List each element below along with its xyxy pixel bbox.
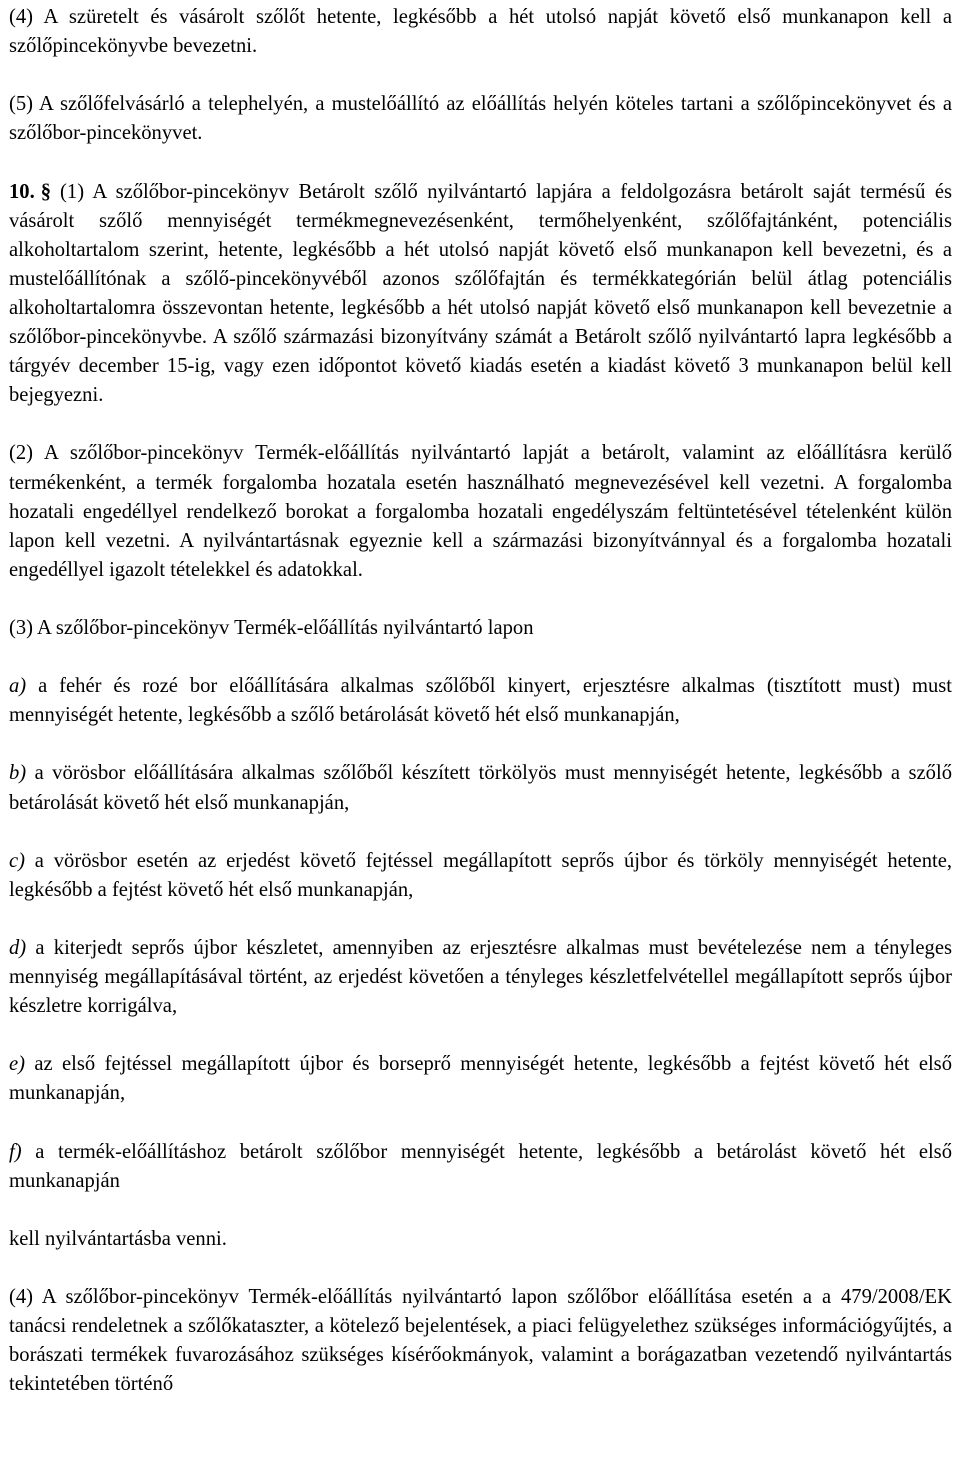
item-letter: b) [9, 762, 27, 785]
list-item-d [9, 934, 952, 1021]
item-text: a termék-előállításhoz betárolt szőlőbor mennyiségét hetente, legkésőbb a betárolást követő hét első munkanapján [9, 1140, 952, 1192]
item-text: a kiterjedt seprős újbor készletet, amennyiben az erjesztésre alkalmas must bevételezése nem a tényleges mennyiség megállapításával történt, az erjedést követően a tényleges készletfelvétellel megállapított seprős újbor készletre korrigálva, [9, 937, 952, 1018]
section-10-text: (1) A szőlőbor-pincekönyv Betárolt szőlő nyilvántartó lapjára a feldolgozásra betárolt saját termésű és vásárolt szőlő mennyiségét termékmegnevezésenként, termőhelyenként, szőlőfajtánként, potenciális alkoholtartalom szerint, hetente, legkésőbb a hét utolsó napját követő első munkanapon kell bevezetni, és a mustelőállítónak a szőlő-pincekönyvéből azonos szőlőfajtán és termékkategórián belül átlag potenciális alkoholtartalomra összevontan hetente, legkésőbb a hét utolsó napját követő első munkanapon kell bevezetnie a szőlőbor-pincekönyvbe. A szőlő származási bizonyítvány számát a Betárolt szőlő nyilvántartó lapra legkésőbb a tárgyév december 15-ig, vagy ezen időpontot követő kiadás esetén a kiadást követő 3 munkanapon belül kell bejegyezni. [9, 180, 952, 407]
item-text: a vörösbor előállítására alkalmas szőlőből készített törkölyös must mennyiségét hetente, legkésőbb a szőlő betárolását követő hét első munkanapján, [9, 762, 952, 814]
list-item-f [9, 1138, 952, 1196]
paragraph-5-keeping: (5) A szőlőfelvásárló a telephelyén, a mustelőállító az előállítás helyén köteles tartani a szőlőpincekönyvet és a szőlőbor-pincekönyvet. [9, 93, 952, 145]
item-letter: d) [9, 937, 27, 959]
paragraph-4-regulation: (4) A szőlőbor-pincekönyv Termék-előállítás nyilvántartó lapon szőlőbor előállítása esetén a a 479/2008/EK tanácsi rendeletnek a szőlőkataszter, a kötelező bejelentések, a piaci felügyelethez szükséges információgyűjtés, a borászati termékek fuvarozásához szükséges kísérőokmányok, valamint a borágazatban vezetendő nyilvántartás tekintetében történő [9, 1286, 952, 1396]
list-item-a [9, 672, 952, 730]
list-item-b [9, 759, 952, 817]
item-letter: e) [9, 1053, 25, 1076]
section-sign-icon: § [40, 180, 52, 203]
item-letter: c) [9, 849, 25, 872]
list-item-c [9, 847, 952, 905]
section-10-paragraph-1 [9, 178, 952, 411]
paragraph-3-intro: (3) A szőlőbor-pincekönyv Termék-előállítás nyilvántartó lapon [9, 616, 534, 639]
list-item-e [9, 1050, 952, 1108]
item-text: az első fejtéssel megállapított újbor és borseprő mennyiségét hetente, legkésőbb a fejtést követő hét első munkanapján, [9, 1053, 952, 1105]
item-text: a fehér és rozé bor előállítására alkalmas szőlőből kinyert, erjesztésre alkalmas (tisztított must) must mennyiségét hetente, legkésőbb a szőlő betárolását követő hét első munkanapján, [9, 675, 952, 727]
paragraph-2-production-sheet: (2) A szőlőbor-pincekönyv Termék-előállítás nyilvántartó lapját a betárolt, valamint az előállításra kerülő termékenként, a termék forgalomba hozatala esetén használható megnevezésével kell vezetni. A forgalomba hozatali engedéllyel rendelkező borokat a forgalomba hozatali engedélyszám feltüntetésével tételenként külön lapon kell vezetni. A nyilvántartásnak egyeznie kell a származási bizonyítvánnyal és a forgalomba hozatali engedéllyel igazolt tételekkel és adatokkal. [9, 442, 952, 581]
item-letter: f) [9, 1140, 22, 1163]
item-letter: a) [9, 675, 27, 698]
closing-line: kell nyilvántartásba venni. [9, 1227, 227, 1250]
item-text: a vörösbor esetén az erjedést követő fejtéssel megállapított seprős újbor és törköly mennyiségét hetente, legkésőbb a fejtést követő hét első munkanapján, [9, 849, 952, 901]
paragraph-4-harvest: (4) A szüretelt és vásárolt szőlőt hetente, legkésőbb a hét utolsó napját követő első munkanapon kell a szőlőpincekönyvbe bevezetni. [9, 6, 952, 58]
section-number: 10. [9, 180, 35, 203]
